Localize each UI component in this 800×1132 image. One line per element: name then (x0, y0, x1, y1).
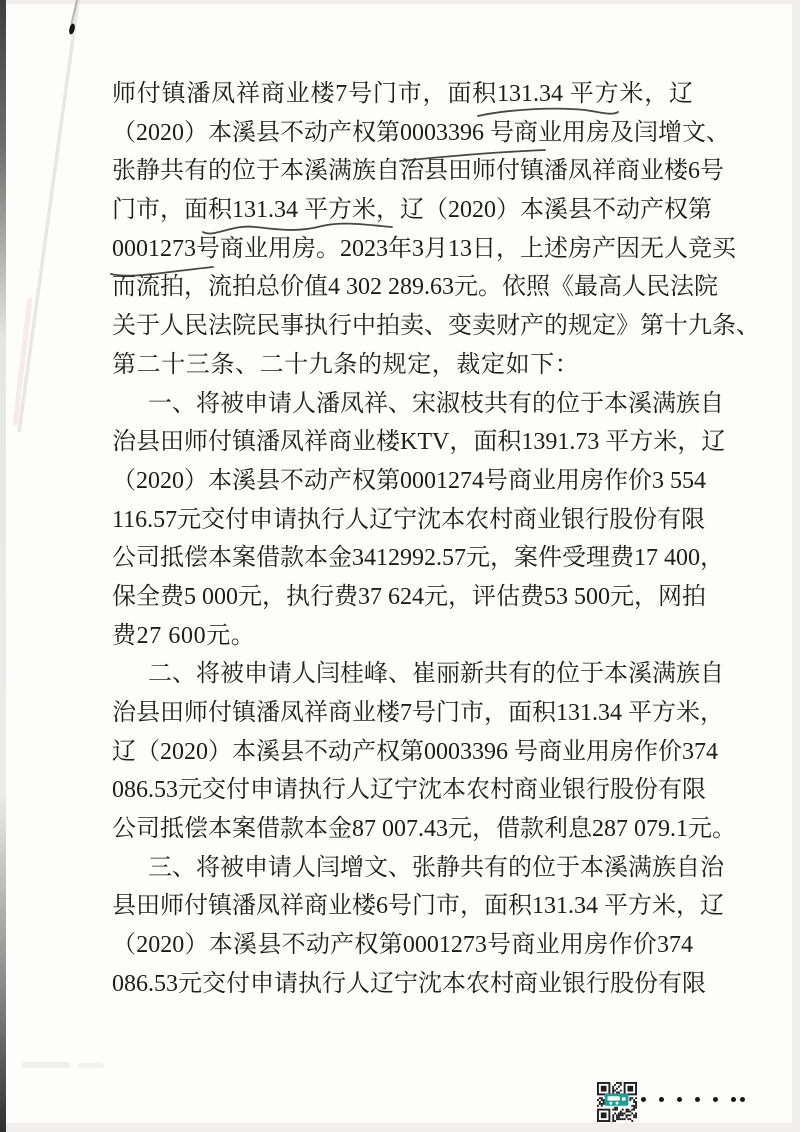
dot-mark (740, 1097, 745, 1102)
document-line: 086.53元交付申请执行人辽宁沈本农村商业银行股份有限 (112, 777, 706, 804)
qr-code-icon (597, 1082, 637, 1122)
document-line: 师付镇潘凤祥商业楼7号门市，面积131.34 平方米，辽 (112, 81, 693, 107)
document-line: 公司抵偿本案借款本金3412992.57元，案件受理费17 400， (112, 545, 724, 572)
document-line: 关于人民法院民事执行中拍卖、变卖财产的规定》第十九条、 (112, 313, 760, 340)
document-line: 保全费5 000元，执行费37 624元，评估费53 500元，网拍 (112, 583, 706, 610)
document-body (112, 75, 760, 1004)
document-line: 治县田师付镇潘凤祥商业楼KTV，面积1391.73 平方米，辽 (112, 429, 726, 456)
document-line: 县田师付镇潘凤祥商业楼6号门市，面积131.34 平方米，辽 (112, 893, 724, 920)
dot-mark (659, 1097, 664, 1102)
document-line: 116.57元交付申请执行人辽宁沈本农村商业银行股份有限 (112, 506, 706, 533)
scan-left-edge-shadow (0, 0, 6, 1132)
document-line: 辽（2020）本溪县不动产权第0003396 号商业用房作价374 (112, 738, 718, 765)
document-line: 第二十三条、二十九条的规定，裁定如下： (112, 351, 580, 378)
document-line: 二、将被申请人闫桂峰、崔丽新共有的位于本溪满族自 (148, 661, 724, 688)
dot-row (641, 1096, 745, 1102)
dot-mark (713, 1097, 718, 1102)
dot-mark (695, 1097, 700, 1102)
document-line: 公司抵偿本案借款本金87 007.43元，借款利息287 079.1元。 (112, 816, 736, 843)
document-line: 0001273号商业用房。2023年3月13日，上述房产因无人竞买 (112, 235, 736, 262)
document-line: 三、将被申请人闫增文、张静共有的位于本溪满族自治 (148, 854, 724, 881)
document-line: 治县田师付镇潘凤祥商业楼7号门市，面积131.34 平方米， (112, 700, 724, 726)
document-line: （2020）本溪县不动产权第0001274号商业用房作价3 554 (112, 467, 706, 494)
document-line: （2020）本溪县不动产权第0003396 号商业用房及闫增文、 (112, 119, 730, 146)
document-line: 费27 600元。 (112, 622, 256, 649)
document-line: 门市，面积131.34 平方米，辽（2020）本溪县不动产权第 (112, 197, 712, 224)
dot-mark (641, 1097, 646, 1102)
document-line: （2020）本溪县不动产权第0001273号商业用房作价374 (112, 932, 693, 959)
document-line: 张静共有的位于本溪满族自治县田师付镇潘凤祥商业楼6号 (112, 158, 724, 185)
dot-mark (677, 1097, 682, 1102)
document-line: 086.53元交付申请执行人辽宁沈本农村商业银行股份有限 (112, 970, 706, 997)
document-line: 一、将被申请人潘凤祥、宋淑枝共有的位于本溪满族自 (148, 390, 724, 417)
dot-mark (731, 1097, 736, 1102)
document-line: 而流拍，流拍总价值4 302 289.63元。依照《最高人民法院 (112, 274, 718, 301)
